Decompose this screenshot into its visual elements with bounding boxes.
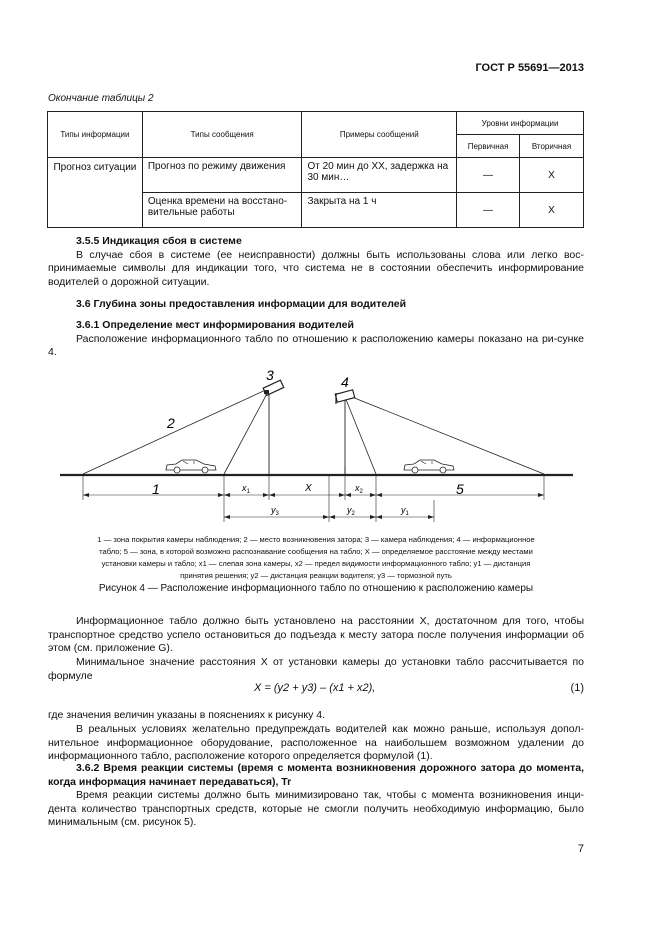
- dim-label-X: X: [305, 483, 312, 494]
- sign-visibility-line-near: [345, 397, 376, 474]
- table-2: [47, 111, 584, 228]
- dim-label-y1: $y_1$: [401, 505, 409, 517]
- section-3-6-2-heading: 3.6.2 Время реакции системы (время с момента возникновения дорожного затора до момента, когда информация начинает передаваться), Tr: [48, 762, 584, 788]
- example-cell: Закрыта на 1 ч: [302, 193, 457, 228]
- section-3-6-1-text: Расположение информационного табло по отношению к расположению камеры показано на ри-сунке 4.: [48, 332, 584, 358]
- dim-label-y2: $y_2$: [347, 505, 355, 517]
- info-type-cell: Прогноз ситуации: [48, 158, 143, 228]
- legend-line: принятия решения; y2 — дистанция реакции водителя; y3 — тормозной путь: [180, 571, 452, 580]
- secondary-cell: X: [520, 193, 584, 228]
- message-type-cell: Оценка времени на восстано-вительные работы: [142, 193, 302, 228]
- paragraph: Минимальное значение расстояния X от установки камеры до установки табло рассчитывается по формуле: [48, 656, 584, 682]
- header-levels: Уровни информации: [457, 112, 584, 135]
- standard-number: ГОСТ Р 55691—2013: [475, 62, 584, 74]
- section-3-5-5-heading: 3.5.5 Индикация сбоя в системе: [76, 235, 242, 247]
- page-number: 7: [577, 843, 584, 855]
- message-type-cell: Прогноз по режиму движения: [142, 158, 302, 193]
- table-row: [48, 158, 584, 193]
- header-secondary: Вторичная: [520, 135, 584, 158]
- header-message-types: Типы сообщения: [142, 112, 302, 158]
- paragraph: В реальных условиях желательно предупреждать водителей как можно раньше, используя допол-нительное информационное оборудование, расположенное на наибольшем возможном удалении до информационного табло, расположение которого определяется формулой (1).: [48, 723, 584, 762]
- section-3-6-heading: 3.6 Глубина зоны предоставления информации для водителей: [76, 298, 407, 310]
- table-header-row: [48, 112, 584, 135]
- secondary-cell: X: [520, 158, 584, 193]
- example-cell: От 20 мин до XX, задержка на 30 мин…: [302, 158, 457, 193]
- figure-label-4: 4: [341, 374, 349, 390]
- sign-visibility-line-far: [352, 397, 544, 474]
- camera-coverage-lines: [83, 388, 270, 474]
- figure-4: [0, 360, 661, 535]
- figure-label-1: 1: [152, 481, 160, 497]
- figure-legend: [55, 534, 577, 582]
- paragraph: где значения величин указаны в пояснениях к рисунку 4.: [48, 709, 326, 721]
- header-primary: Первичная: [457, 135, 520, 158]
- legend-line: установки камеры и табло; x1 — слепая зона камеры, x2 — предел видимости информационного табло; y1 — дистанция: [101, 559, 531, 568]
- car-icon: [166, 460, 216, 473]
- paragraph: Информационное табло должно быть установлено на расстоянии X, достаточном для того, чтобы транспортное средство успело остановиться до подъезда к месту затора после получения информации об этом (см. приложение G).: [48, 615, 584, 654]
- dim-label-x1: $x_1$: [242, 483, 250, 495]
- legend-line: 1 — зона покрытия камеры наблюдения; 2 — место возникновения затора; 3 — камера наблюдения; 4 — информационное: [97, 535, 535, 544]
- section-3-6-2-text: Время реакции системы должно быть минимизировано так, чтобы с момента возникновения инци-дента количество транспортных средств, которые не смогли получить необходимую информацию, было минимальным (см. рисунок 5).: [48, 789, 584, 828]
- table-caption: Окончание таблицы 2: [48, 93, 154, 104]
- figure-caption: Рисунок 4 — Расположение информационного табло по отношению к расположению камеры: [98, 583, 534, 594]
- header-examples: Примеры сообщений: [302, 112, 457, 158]
- dim-label-x2: $x_2$: [355, 483, 363, 495]
- figure-label-2: 2: [167, 415, 175, 431]
- section-3-6-1-heading: 3.6.1 Определение мест информирования водителей: [76, 319, 354, 331]
- legend-line: табло; 5 — зона, в которой возможно распознавание сообщения на табло; X — определяемое расстояние между местами: [99, 547, 533, 556]
- figure-label-3: 3: [266, 367, 274, 383]
- dim-label-y3: $y_3$: [271, 505, 279, 517]
- primary-cell: —: [457, 158, 520, 193]
- formula-expression: X = (y2 + y3) – (x1 + x2),: [254, 682, 376, 694]
- header-info-types: Типы информации: [48, 112, 143, 158]
- formula-number: (1): [570, 682, 584, 694]
- car-icon: [404, 460, 454, 473]
- figure-label-5: 5: [456, 481, 464, 497]
- section-3-5-5-text: В случае сбоя в системе (ее неисправности) должны быть использованы слова или легко вос-принимаемые символы для индикации того, что система не в состоянии обеспечить информирование водителей о дорожной ситуации.: [48, 248, 584, 288]
- primary-cell: —: [457, 193, 520, 228]
